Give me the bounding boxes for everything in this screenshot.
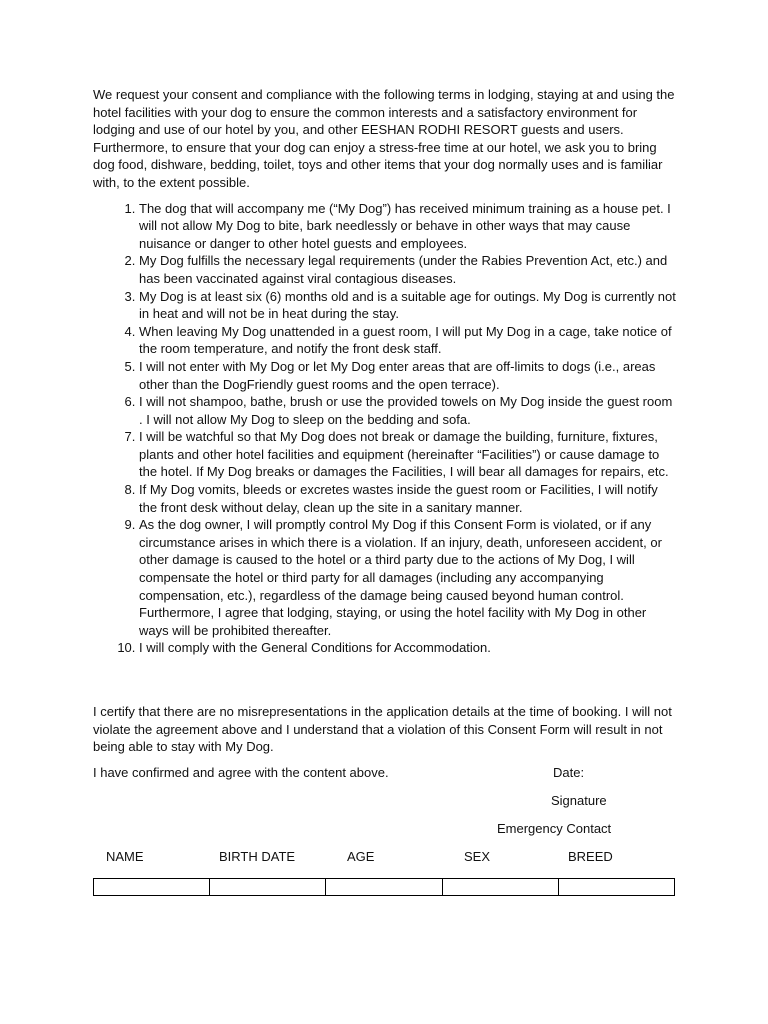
term-item: 3. My Dog is at least six (6) months old and is a suitable age for outings. My Dog is currently not in heat and will not be in heat during the stay. xyxy=(139,288,678,323)
table-row xyxy=(94,879,675,896)
dog-table-headers xyxy=(93,839,678,867)
confirm-statement: I have confirmed and agree with the content above. xyxy=(93,764,389,780)
term-item: 7. I will be watchful so that My Dog does not break or damage the building, furniture, fixtures, plants and other hotel facilities and equipment (hereinafter “Facilities”) or cause damage to the hotel. If My Dog breaks or damages the Facilities, I will bear all damages for repairs, etc. xyxy=(139,428,678,481)
term-item: 2. My Dog fulfills the necessary legal requirements (under the Rabies Prevention Act, etc.) and has been vaccinated against viral contagious diseases. xyxy=(139,252,678,287)
sex-cell[interactable] xyxy=(442,879,558,896)
header-age: AGE xyxy=(347,848,375,864)
birth-date-cell[interactable] xyxy=(210,879,326,896)
age-cell[interactable] xyxy=(326,879,442,896)
term-item: 1. The dog that will accompany me (“My Dog”) has received minimum training as a house pet. I will not allow My Dog to bite, bark needlessly or behave in other ways that may cause nuisance or danger to other hotel guests and employees. xyxy=(139,200,678,253)
term-item: 4. When leaving My Dog unattended in a guest room, I will put My Dog in a cage, take notice of the room temperature, and notify the front desk staff. xyxy=(139,323,678,358)
confirm-row xyxy=(93,765,678,783)
header-sex: SEX xyxy=(464,848,491,864)
term-item: 5. I will not enter with My Dog or let My Dog enter areas that are off-limits to dogs (i.e., areas other than the DogFriendly guest rooms and the open terrace). xyxy=(139,358,678,393)
date-label: Date: xyxy=(553,764,585,780)
terms-list xyxy=(93,200,678,657)
header-name: NAME xyxy=(106,848,144,864)
emergency-contact-label: Emergency Contact xyxy=(497,820,612,836)
term-item: 6. I will not shampoo, bathe, brush or use the provided towels on My Dog inside the guest room . I will not allow My Dog to sleep on the bedding and sofa. xyxy=(139,393,678,428)
dog-details-table xyxy=(93,878,675,896)
header-breed: BREED xyxy=(568,848,613,864)
intro-paragraph: We request your consent and compliance with the following terms in lodging, staying at and using the hotel facilities with your dog to ensure the common interests and a satisfactory environment for lodging and use of our hotel by you, and other EESHAN RODHI RESORT guests and users. Furthermore, to ensure that your dog can enjoy a stress-free time at our hotel, we ask you to bring dog food, dishware, bedding, toilet, toys and other items that your dog normally uses and is familiar with, to the extent possible. xyxy=(93,87,675,190)
name-cell[interactable] xyxy=(94,879,210,896)
term-item: 8. If My Dog vomits, bleeds or excretes wastes inside the guest room or Facilities, I will notify the front desk without delay, clean up the site in a sanitary manner. xyxy=(139,481,678,516)
emergency-row xyxy=(93,811,678,839)
term-item: 9. As the dog owner, I will promptly control My Dog if this Consent Form is violated, or if any circumstance arises in which there is a violation. If an injury, death, unforeseen accident, or other damage is caused to the hotel or a third party due to the actions of My Dog, I will compensate the hotel or third party for all damages (including any accompanying compensation, etc.), regardless of the damage being caused beyond human control. Furthermore, I agree that lodging, staying, or using the hotel facility with My Dog in other ways will be prohibited thereafter. xyxy=(139,516,678,639)
certify-paragraph: I certify that there are no misrepresentations in the application details at the time of booking. I will not violate the agreement above and I understand that a violation of this Consent Form will result in not being able to stay with My Dog. xyxy=(93,704,672,755)
signature-row xyxy=(93,783,678,811)
signature-label: Signature xyxy=(551,792,607,808)
header-birth-date: BIRTH DATE xyxy=(219,848,296,864)
consent-form xyxy=(93,86,678,867)
breed-cell[interactable] xyxy=(558,879,674,896)
term-item: 10. I will comply with the General Conditions for Accommodation. xyxy=(139,639,678,657)
